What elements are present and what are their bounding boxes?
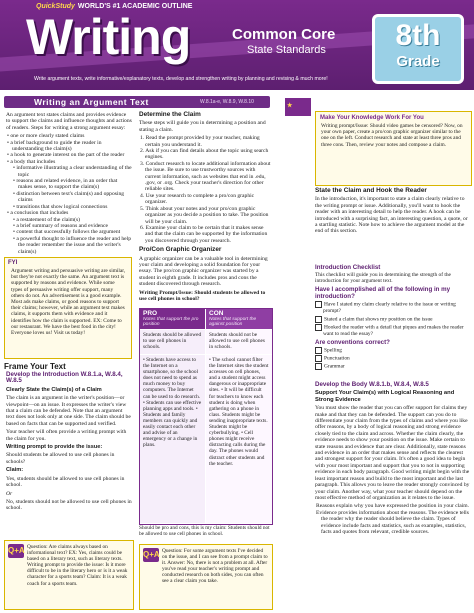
brand-logo: QuickStudy xyxy=(36,3,75,10)
list-item: • a hook to generate interest on the part of the reader xyxy=(7,152,125,159)
checklist-question-1: Have I accomplished all of the following in my introduction? xyxy=(315,286,451,301)
checklist-intro: This checklist will guide you in determining the strength of the introduction for your argument text. xyxy=(315,272,451,285)
qa-icon: Q+A xyxy=(143,548,159,562)
claim-text: Yes, students should be allowed to use cell phones in school. xyxy=(6,475,125,489)
list-item: • a body that includes xyxy=(7,158,56,165)
qa-text: Question: For some argument texts I've decided on the issue, and I can see from a prompt claim to it. Answer: No, there is not a problem at all. After you've read your teacher's writing prompt and conducted research on both sides, you can often see a clear claim you take. xyxy=(162,548,268,585)
checklist-question-2: Are conventions correct? xyxy=(315,338,390,346)
list-item: 6. Examine your claim to be certain that it makes sense and that the claim can be supported by the information you discovered through your research. xyxy=(140,224,268,244)
table-conclusion: Should be pro and cons, this is my claim: Students should not be allowed to use cell phones in school. xyxy=(139,525,270,538)
section-header xyxy=(4,96,270,108)
pro-label: PRO xyxy=(143,310,158,317)
con-header xyxy=(206,309,272,329)
checklist-item-label: Grammar xyxy=(324,363,345,370)
claim-label: Claim: xyxy=(6,467,24,474)
fyi-label: FYI xyxy=(8,260,18,266)
teacher-note: Your teacher will often provide a writing prompt with the claim for you. xyxy=(6,429,127,442)
list-item: 4. Use your research to complete a pro/con graphic organizer. xyxy=(140,192,255,206)
checklist-item[interactable] xyxy=(315,324,470,337)
introduction-checklist xyxy=(315,264,470,380)
knowledge-box-heading: Make Your Knowledge Work For You xyxy=(320,115,424,121)
con-position-cell: Students should not be allowed to use cell phones in schools. xyxy=(206,330,272,354)
title-banner xyxy=(0,0,474,90)
determine-claim-intro: These steps will guide you in determining a position and stating a claim. xyxy=(139,120,266,133)
claim-alt-text: No, students should not be allowed to use cell phones in school. xyxy=(6,498,132,512)
left-column-text xyxy=(6,112,132,255)
checkbox[interactable] xyxy=(315,324,322,331)
con-subtitle: Notes that support the against position xyxy=(209,317,257,328)
knowledge-box xyxy=(315,111,472,186)
list-item: 3. Conduct research to locate additional information about the issue. Be sure to use trustworthy sources with current information, such as websites that end in .edu, .gov, or .org. Check your teacher's direction for other reliable sites. xyxy=(140,160,271,193)
procon-heading: Pro/Con Graphic Organizer xyxy=(139,246,222,254)
list-item: • content that successfully follows the argument xyxy=(13,229,121,236)
list-item: • transitions that show logical connections xyxy=(13,203,108,210)
checkbox[interactable] xyxy=(315,355,322,362)
section-standard-code: W.8.1a-e, W.8.9, W.8.10 xyxy=(200,99,254,105)
checklist-item-label: Have I stated my claim clearly relative to the issue or writing prompt? xyxy=(323,302,456,315)
list-item: • a conclusion that includes xyxy=(7,210,69,217)
hook-text: In the introduction, it's important to state a claim clearly relative to the writing prompt or issue. Additionally, you'll want to hook the reader with an interesting detail to help the reader. A hook can be introduced with a surprising fact, an interesting question, a quote, or a startling statistic. Note how to achieve the argument model at the end of this section. xyxy=(315,196,468,235)
claim-heading: Clearly State the Claim(s) of a Claim xyxy=(6,386,102,393)
list-item: • reasons and related evidence, in an order that makes sense, to support the claim(s) xyxy=(13,178,118,191)
develop-body-heading: Develop the Body W.8.1.b, W.8.4, W.8.5 xyxy=(315,381,429,388)
checklist-item[interactable] xyxy=(315,347,470,354)
checklist-item-label: Hooked the reader with a detail that piques and makes the reader want to read the essay? xyxy=(323,324,464,337)
list-item: • one or more clearly stated claims xyxy=(7,133,85,140)
list-item: 2. Ask if you can find details about the topic using search engines. xyxy=(140,148,269,161)
checklist-item[interactable] xyxy=(315,363,470,370)
common-core-label: Common Core xyxy=(232,26,336,43)
procon-intro: A graphic organizer can be a valuable tool in determining your claim and developing a solid foundation for your essay. The pro/con graphic organizer was started by a student in eighth grade. It includes pros and cons the student discovered through research. xyxy=(139,255,268,288)
list-item: • distinction between text's claim(s) and opposing claims xyxy=(13,190,125,204)
frame-section xyxy=(6,372,132,514)
list-item: Evidence provides information about the reasons. The evidence tells the reader why the reader should believe the claim. Types of evidence include facts and statistics, such as examples, statistics, facts and quotes from relevant, credible sources. xyxy=(316,509,469,535)
checkbox[interactable] xyxy=(315,347,322,354)
checklist-item[interactable] xyxy=(315,316,470,323)
pro-header xyxy=(140,309,205,329)
fyi-box xyxy=(4,257,132,359)
qa-box-left xyxy=(4,540,134,610)
frame-heading: Frame Your Text xyxy=(4,362,66,371)
tab-icon: ★ xyxy=(287,103,293,109)
pro-position-cell: Students should be allowed to use cell phones in schools. xyxy=(140,330,205,354)
list-item: • a powerful thought to influence the reader and help the reader remember the issue and the writer's claim(s) xyxy=(13,235,131,255)
list-item: • a brief summary of reasons and evidence xyxy=(13,222,108,229)
brand-tagline: WORLD'S #1 ACADEMIC OUTLINE xyxy=(77,3,193,10)
checklist-item[interactable] xyxy=(315,355,470,362)
qa-box-middle xyxy=(139,544,273,610)
con-label: CON xyxy=(209,310,224,317)
support-claims-text: You must show the reader that you can offer support for claims they make and that they can be defended. The support can you do to differentiate your claim from the types of claims and where you like offer reasons, by a body of logical reasoning and strong evidence closely tied to the claim and across. Whether the claim clearly, the evidence needs to show your position on the issue. Make certain to state reasons and evidence that are clear. Additionally, state reasons and evidence in an order that makes sense and reflects the clearest and strongest support for your claim. It's often a good idea to begin with your most important and support that you to not in supporting evidence in each body paragraph. Good writing might begin with the least important reason and build to the most important and the last paragraph. This allows you to leave the reader strongly convinced by your claim. Another way, what your teacher should depend on the most effective method of organization as it relates to the issue. xyxy=(315,405,470,501)
prompt-heading: Writing prompt to provide the issue: xyxy=(6,444,103,451)
checkbox[interactable] xyxy=(315,363,322,370)
section-title: Writing an Argument Text xyxy=(34,97,149,107)
list-item: • a restatement of the claim(s) xyxy=(13,216,81,223)
pro-notes-cell: • Students have access to the Internet on a smartphone, so the school does not need to spend as much money to buy computers. The Internet can be used to do research. • Students can use effective planning apps and tools. • Students and family members can quickly and easily contact each other and advise of an emergency or a change in plans. xyxy=(140,355,205,523)
grade-number: 8th xyxy=(395,19,441,52)
page-title: Writing xyxy=(26,9,191,65)
argument-intro: An argument text states claims and provides evidence to support the claims and influence thoughts and actions of readers. Steps for writing a strong argument essay: xyxy=(6,112,132,131)
section-tab-marker xyxy=(285,98,311,116)
middle-column-text xyxy=(139,112,271,304)
checkbox[interactable] xyxy=(315,301,322,308)
list-item: 5. Think about your notes and your pro/con graphic organizer as you decide a position to take. The position will be your claim. xyxy=(140,205,269,225)
grade-badge xyxy=(372,14,464,84)
list-item: 1. Read the prompt provided by your teacher, making certain you understand it. xyxy=(140,135,260,148)
fyi-text: Argument writing and persuasive writing are similar, but they're not exactly the same. An argument text is supported by reasons and evidence. While some types of persuasive writing offer support, many others do not. An advertisement is a good example. Most ads make claims, or good reasons to support their claims; however, while an argument text makes claims, it supports them with evidence and it identifies how the claim is supported. EX: Come to our restaurant. We have the best food in the city! Everyone loves us! Visit us today! xyxy=(11,268,126,337)
determine-claim-heading: Determine the Claim xyxy=(139,111,201,118)
checklist-heading: Introduction Checklist xyxy=(315,264,381,271)
grade-word: Grade xyxy=(396,53,440,70)
knowledge-box-text: Writing prompt/Issue: Should video games be censored? Now, on your own paper, create a pro/con graphic organizer similar to the one on the left. Conduct research and state at least three pros and three cons. Then, review your notes and compose a claim. xyxy=(321,123,463,148)
frame-subheading: Develop the Introduction W.8.1.a, W.8.4, W.8.5 xyxy=(6,371,123,385)
procon-prompt: Writing Prompt/Issue: Should students be allowed to use cell phones in school? xyxy=(139,289,266,302)
hook-section xyxy=(315,188,470,237)
claim-definition: The claim is an argument in the writer's position—or viewpoint—on an issue. It expresses the writer's view that a claim can be defended. Note that an argument text does not look only at one side. The claim should be based on facts that can be supported and verified. xyxy=(6,395,131,427)
checklist-item-label: Punctuation xyxy=(324,355,350,362)
support-claims-heading: Support Your Claim(s) with Logical Reasoning and Strong Evidence xyxy=(315,390,455,403)
prompt-text: Should students be allowed to use cell phones in schools? xyxy=(6,452,115,465)
checklist-item[interactable] xyxy=(315,301,470,314)
checklist-item-label: Spelling xyxy=(324,347,342,354)
pro-subtitle: Notes that support the pro position xyxy=(143,317,199,328)
procon-table xyxy=(139,308,273,525)
qa-icon: Q+A xyxy=(8,544,24,558)
checklist-item-label: Stated a claim that shows my position on the issue xyxy=(324,316,433,323)
or-label: Or xyxy=(6,490,13,497)
hook-heading: State the Claim and Hook the Reader xyxy=(315,187,427,194)
develop-body-section xyxy=(315,382,470,535)
qa-text: Question: Are claims always based on informational text? EX: Yes, claims could be based on a literary text, such as literary texts. Writing prompt to provide the issue: Is it more difficult to be in the literary hero or is it a weak character for a sports team? Claim: It is a weak coach for a sports team. xyxy=(27,544,128,587)
list-item: • a brief background to guide the reader in understanding the claim(s) xyxy=(7,139,102,153)
state-standards-label: State Standards xyxy=(247,44,326,56)
con-notes-cell: • The school cannot filter the Internet sites the student accesses on cell phones, and a student might access dangerous or inappropriate sites. • It will be difficult for teachers to know each student is doing when gathering on a phone in class. Students might be sending inappropriate texts. Students might be cyberbullying. • Cell phones might receive distracting calls during the day. The phones would distract other students and the teacher. xyxy=(206,355,272,523)
banner-tagline: Write argument texts, write informative/explanatory texts, develop and strengthen writing by planning and revising & much more! xyxy=(34,76,328,82)
list-item: Reasons explain why you have expressed the position in your claim. xyxy=(316,503,470,510)
list-item: • informative illustrating a clear understanding of the topic xyxy=(13,165,132,178)
checkbox[interactable] xyxy=(315,316,322,323)
